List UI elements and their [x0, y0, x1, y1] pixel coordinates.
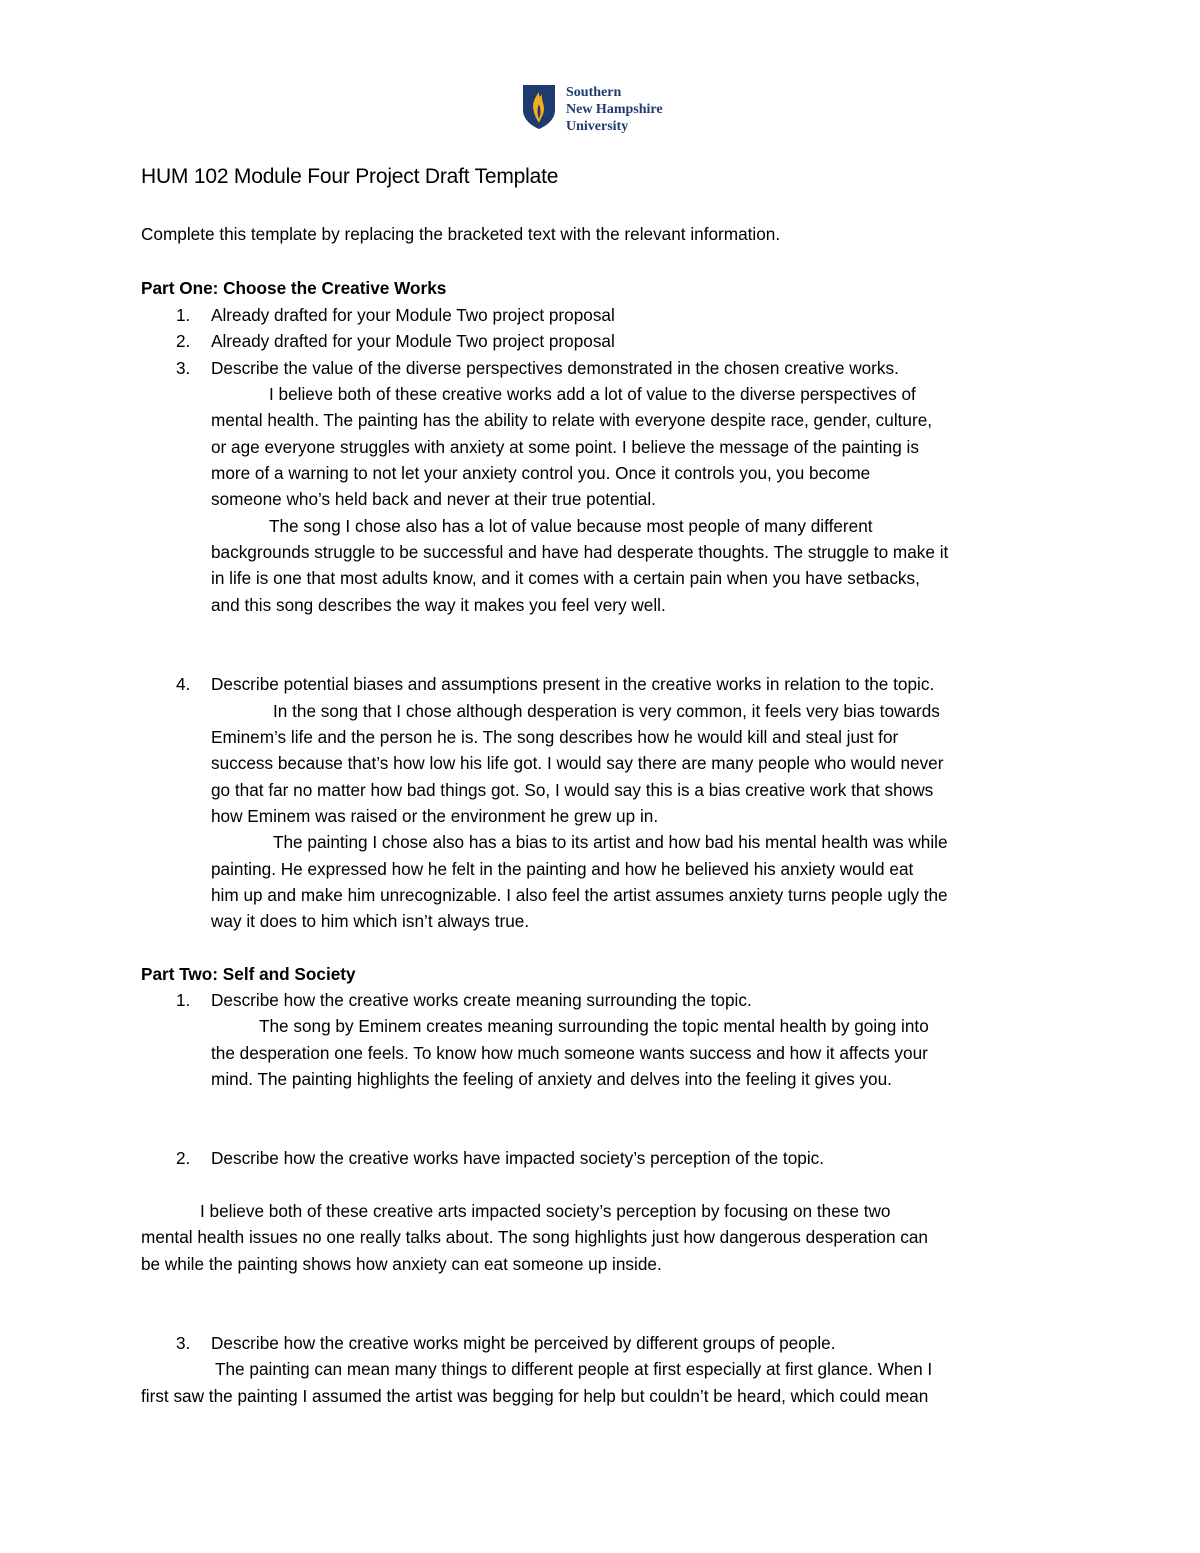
part-one-heading: Part One: Choose the Creative Works: [141, 278, 447, 298]
list-number: 1.: [176, 305, 191, 325]
list-item: Describe how the creative works have impacted society’s perception of the topic.: [211, 1148, 825, 1168]
answer-line: go that far no matter how bad things got. So, I would say this is a bias creative work that shows: [211, 780, 934, 800]
list-item: Describe how the creative works create meaning surrounding the topic.: [211, 990, 752, 1010]
answer-line: mental health issues no one really talks about. The song highlights just how dangerous desperation can: [141, 1227, 928, 1247]
logo-line-1: Southern: [566, 85, 622, 100]
answer-line: someone who’s held back and never at their true potential.: [211, 489, 656, 509]
answer-line: I believe both of these creative works add a lot of value to the diverse perspectives of: [269, 384, 916, 404]
document-title: HUM 102 Module Four Project Draft Template: [141, 165, 559, 188]
answer-line: or age everyone struggles with anxiety at some point. I believe the message of the painting is: [211, 437, 919, 457]
answer-line: In the song that I chose although desperation is very common, it feels very bias towards: [273, 701, 940, 721]
answer-line: painting. He expressed how he felt in the painting and how he believed his anxiety would eat: [211, 859, 914, 879]
answer-line: The song by Eminem creates meaning surrounding the topic mental health by going into: [259, 1016, 929, 1036]
answer-line: The song I chose also has a lot of value because most people of many different: [269, 516, 873, 536]
answer-line: and this song describes the way it makes you feel very well.: [211, 595, 666, 615]
list-number: 1.: [176, 990, 191, 1010]
answer-line: mind. The painting highlights the feeling of anxiety and delves into the feeling it gives you.: [211, 1069, 892, 1089]
answer-line: first saw the painting I assumed the artist was begging for help but couldn’t be heard, which could mean: [141, 1386, 929, 1406]
answer-line: backgrounds struggle to be successful and have had desperate thoughts. The struggle to make it: [211, 542, 949, 562]
flame-shield-icon: [522, 84, 556, 130]
answer-line: The painting can mean many things to different people at first especially at first glance. When I: [215, 1359, 933, 1379]
list-item: Describe how the creative works might be perceived by different groups of people.: [211, 1333, 836, 1353]
answer-line: in life is one that most adults know, and it comes with a certain pain when you have setbacks,: [211, 568, 920, 588]
answer-line: more of a warning to not let your anxiety control you. Once it controls you, you become: [211, 463, 871, 483]
list-number: 3.: [176, 1333, 191, 1353]
part-two-heading: Part Two: Self and Society: [141, 964, 356, 984]
list-number: 4.: [176, 674, 191, 694]
university-logo: [522, 84, 663, 135]
list-item: Describe potential biases and assumptions present in the creative works in relation to the topic.: [211, 674, 935, 694]
list-number: 2.: [176, 331, 191, 351]
list-number: 3.: [176, 358, 191, 378]
answer-line: way it does to him which isn’t always true.: [211, 911, 530, 931]
answer-line: the desperation one feels. To know how much someone wants success and how it affects your: [211, 1043, 928, 1063]
list-item: Already drafted for your Module Two project proposal: [211, 305, 615, 325]
answer-line: how Eminem was raised or the environment he grew up in.: [211, 806, 659, 826]
answer-line: The painting I chose also has a bias to its artist and how bad his mental health was while: [273, 832, 948, 852]
intro-text: Complete this template by replacing the bracketed text with the relevant information.: [141, 224, 781, 244]
list-number: 2.: [176, 1148, 191, 1168]
answer-line: Eminem’s life and the person he is. The song describes how he would kill and steal just for: [211, 727, 899, 747]
answer-line: him up and make him unrecognizable. I also feel the artist assumes anxiety turns people ugly the: [211, 885, 948, 905]
logo-line-3: University: [566, 119, 629, 134]
list-item: Describe the value of the diverse perspectives demonstrated in the chosen creative works.: [211, 358, 899, 378]
list-item: Already drafted for your Module Two project proposal: [211, 331, 615, 351]
answer-line: I believe both of these creative arts impacted society’s perception by focusing on these two: [200, 1201, 891, 1221]
answer-line: success because that’s how low his life got. I would say there are many people who would never: [211, 753, 944, 773]
answer-line: mental health. The painting has the ability to relate with everyone despite race, gender, culture,: [211, 410, 933, 430]
logo-line-2: New Hampshire: [566, 102, 663, 117]
answer-line: be while the painting shows how anxiety can eat someone up inside.: [141, 1254, 662, 1274]
